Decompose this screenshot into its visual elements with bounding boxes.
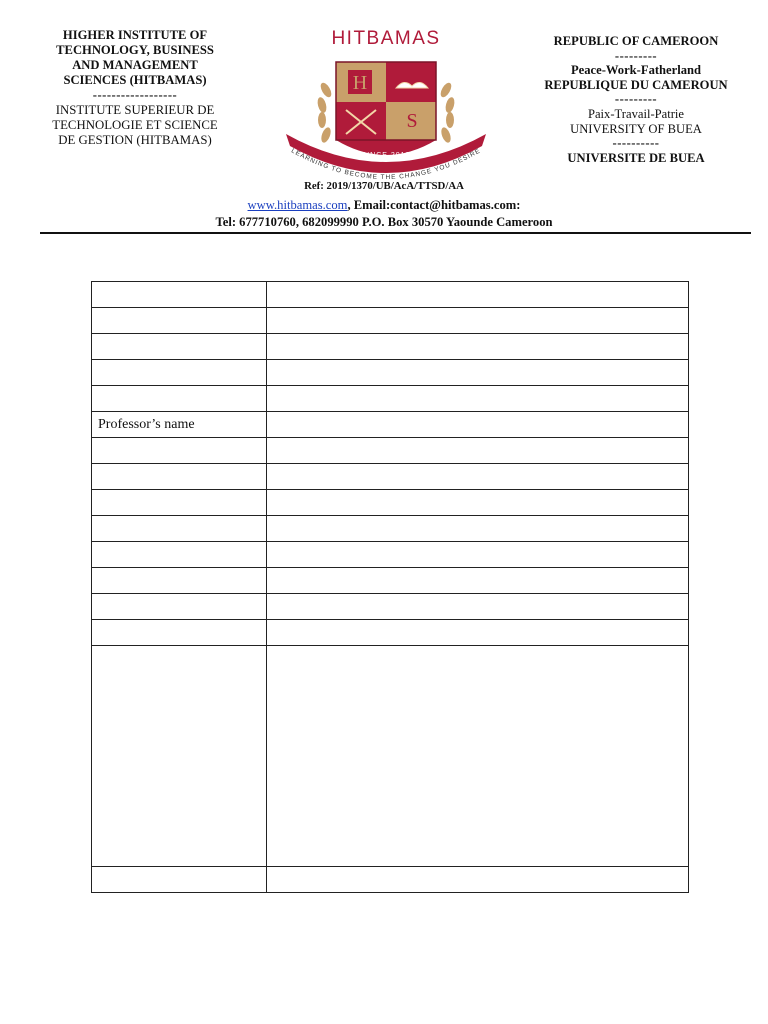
form-table [91,281,689,893]
institute-name-line: TECHNOLOGY, BUSINESS [56,43,214,57]
university-line: UNIVERSITY OF BUEA [570,121,702,136]
institute-name-line: SCIENCES (HITBAMAS) [63,73,207,87]
country-line: REPUBLIC OF CAMEROON [553,34,719,48]
form-label-cell [92,594,267,620]
form-row [92,542,689,568]
form-label-cell [92,308,267,334]
logo-banner-text: SINCE 2019 [361,152,411,159]
form-row [92,516,689,542]
telephone-line: Tel: 677710760, 682099990 P.O. Box 30570 Yaounde Cameroon [215,215,553,229]
form-label-cell [92,386,267,412]
form-value-cell[interactable] [267,464,689,490]
form-label-cell [92,867,267,893]
country-motto: Paix-Travail-Patrie [587,106,685,121]
form-row-large [92,646,689,867]
form-row [92,360,689,386]
form-row [92,412,689,438]
divider-text: ------------------ [92,88,178,102]
form-large-value-cell[interactable] [267,646,689,867]
form-value-cell[interactable] [267,334,689,360]
institute-name-line: HIGHER INSTITUTE OF [62,28,208,42]
form-value-cell[interactable] [267,282,689,308]
form-label-cell [92,464,267,490]
form-value-cell[interactable] [267,308,689,334]
form-value-cell[interactable] [267,360,689,386]
divider-text: --------- [614,92,658,107]
email-text: , Email:contact@hitbamas.com: [347,198,521,212]
web-email-line [0,198,768,213]
form-value-cell[interactable] [267,490,689,516]
institute-name-line: AND MANAGEMENT [72,58,198,72]
form-label-cell [92,282,267,308]
form-label-cell [92,360,267,386]
form-value-cell[interactable] [267,386,689,412]
divider-text: ---------- [612,136,660,151]
institute-name-fr-line: TECHNOLOGIE ET SCIENCE [52,118,218,132]
form-label-cell [92,568,267,594]
institute-name-block [30,28,240,148]
form-label-cell [92,620,267,646]
reference-number: Ref: 2019/1370/UB/AcA/TTSD/AA [304,180,464,192]
country-line: REPUBLIQUE DU CAMEROUN [544,77,728,92]
form-value-cell[interactable] [267,867,689,893]
website-link[interactable]: www.hitbamas.com [247,198,348,212]
institute-name-fr-line: DE GESTION (HITBAMAS) [58,133,212,147]
form-row [92,334,689,360]
form-row [92,568,689,594]
form-label-cell [92,438,267,464]
form-body [92,282,689,893]
logo-letter-h: H [352,72,368,94]
hitbamas-logo [276,28,496,180]
institute-name-fr-line: INSTITUTE SUPERIEUR DE [55,103,215,117]
form-value-cell[interactable] [267,594,689,620]
form-row [92,620,689,646]
divider-text: --------- [614,48,658,63]
country-motto: Peace-Work-Fatherland [570,63,702,78]
university-line: UNIVERSITE DE BUEA [567,150,705,165]
logo-motto-text: LEARNING TO BECOME THE CHANGE YOU DESIRE [289,147,483,180]
form-label-cell [92,542,267,568]
form-row [92,594,689,620]
country-block [516,34,756,165]
form-row [92,490,689,516]
form-row [92,308,689,334]
form-label-cell [92,490,267,516]
logo-letter-s: S [406,110,418,132]
form-value-cell[interactable] [267,542,689,568]
form-row [92,282,689,308]
professor-name-field[interactable] [267,412,689,438]
form-value-cell[interactable] [267,516,689,542]
form-label-cell [92,334,267,360]
form-row [92,464,689,490]
form-label-cell [92,516,267,542]
form-value-cell[interactable] [267,620,689,646]
header-divider [40,232,751,234]
form-value-cell[interactable] [267,438,689,464]
form-row [92,386,689,412]
form-row [92,438,689,464]
professor-name-label: Professor’s name [92,412,267,438]
crest-icon [276,50,496,180]
form-value-cell[interactable] [267,568,689,594]
form-label-cell [92,646,267,867]
logo-title: HITBAMAS [331,28,441,49]
form-row [92,867,689,893]
